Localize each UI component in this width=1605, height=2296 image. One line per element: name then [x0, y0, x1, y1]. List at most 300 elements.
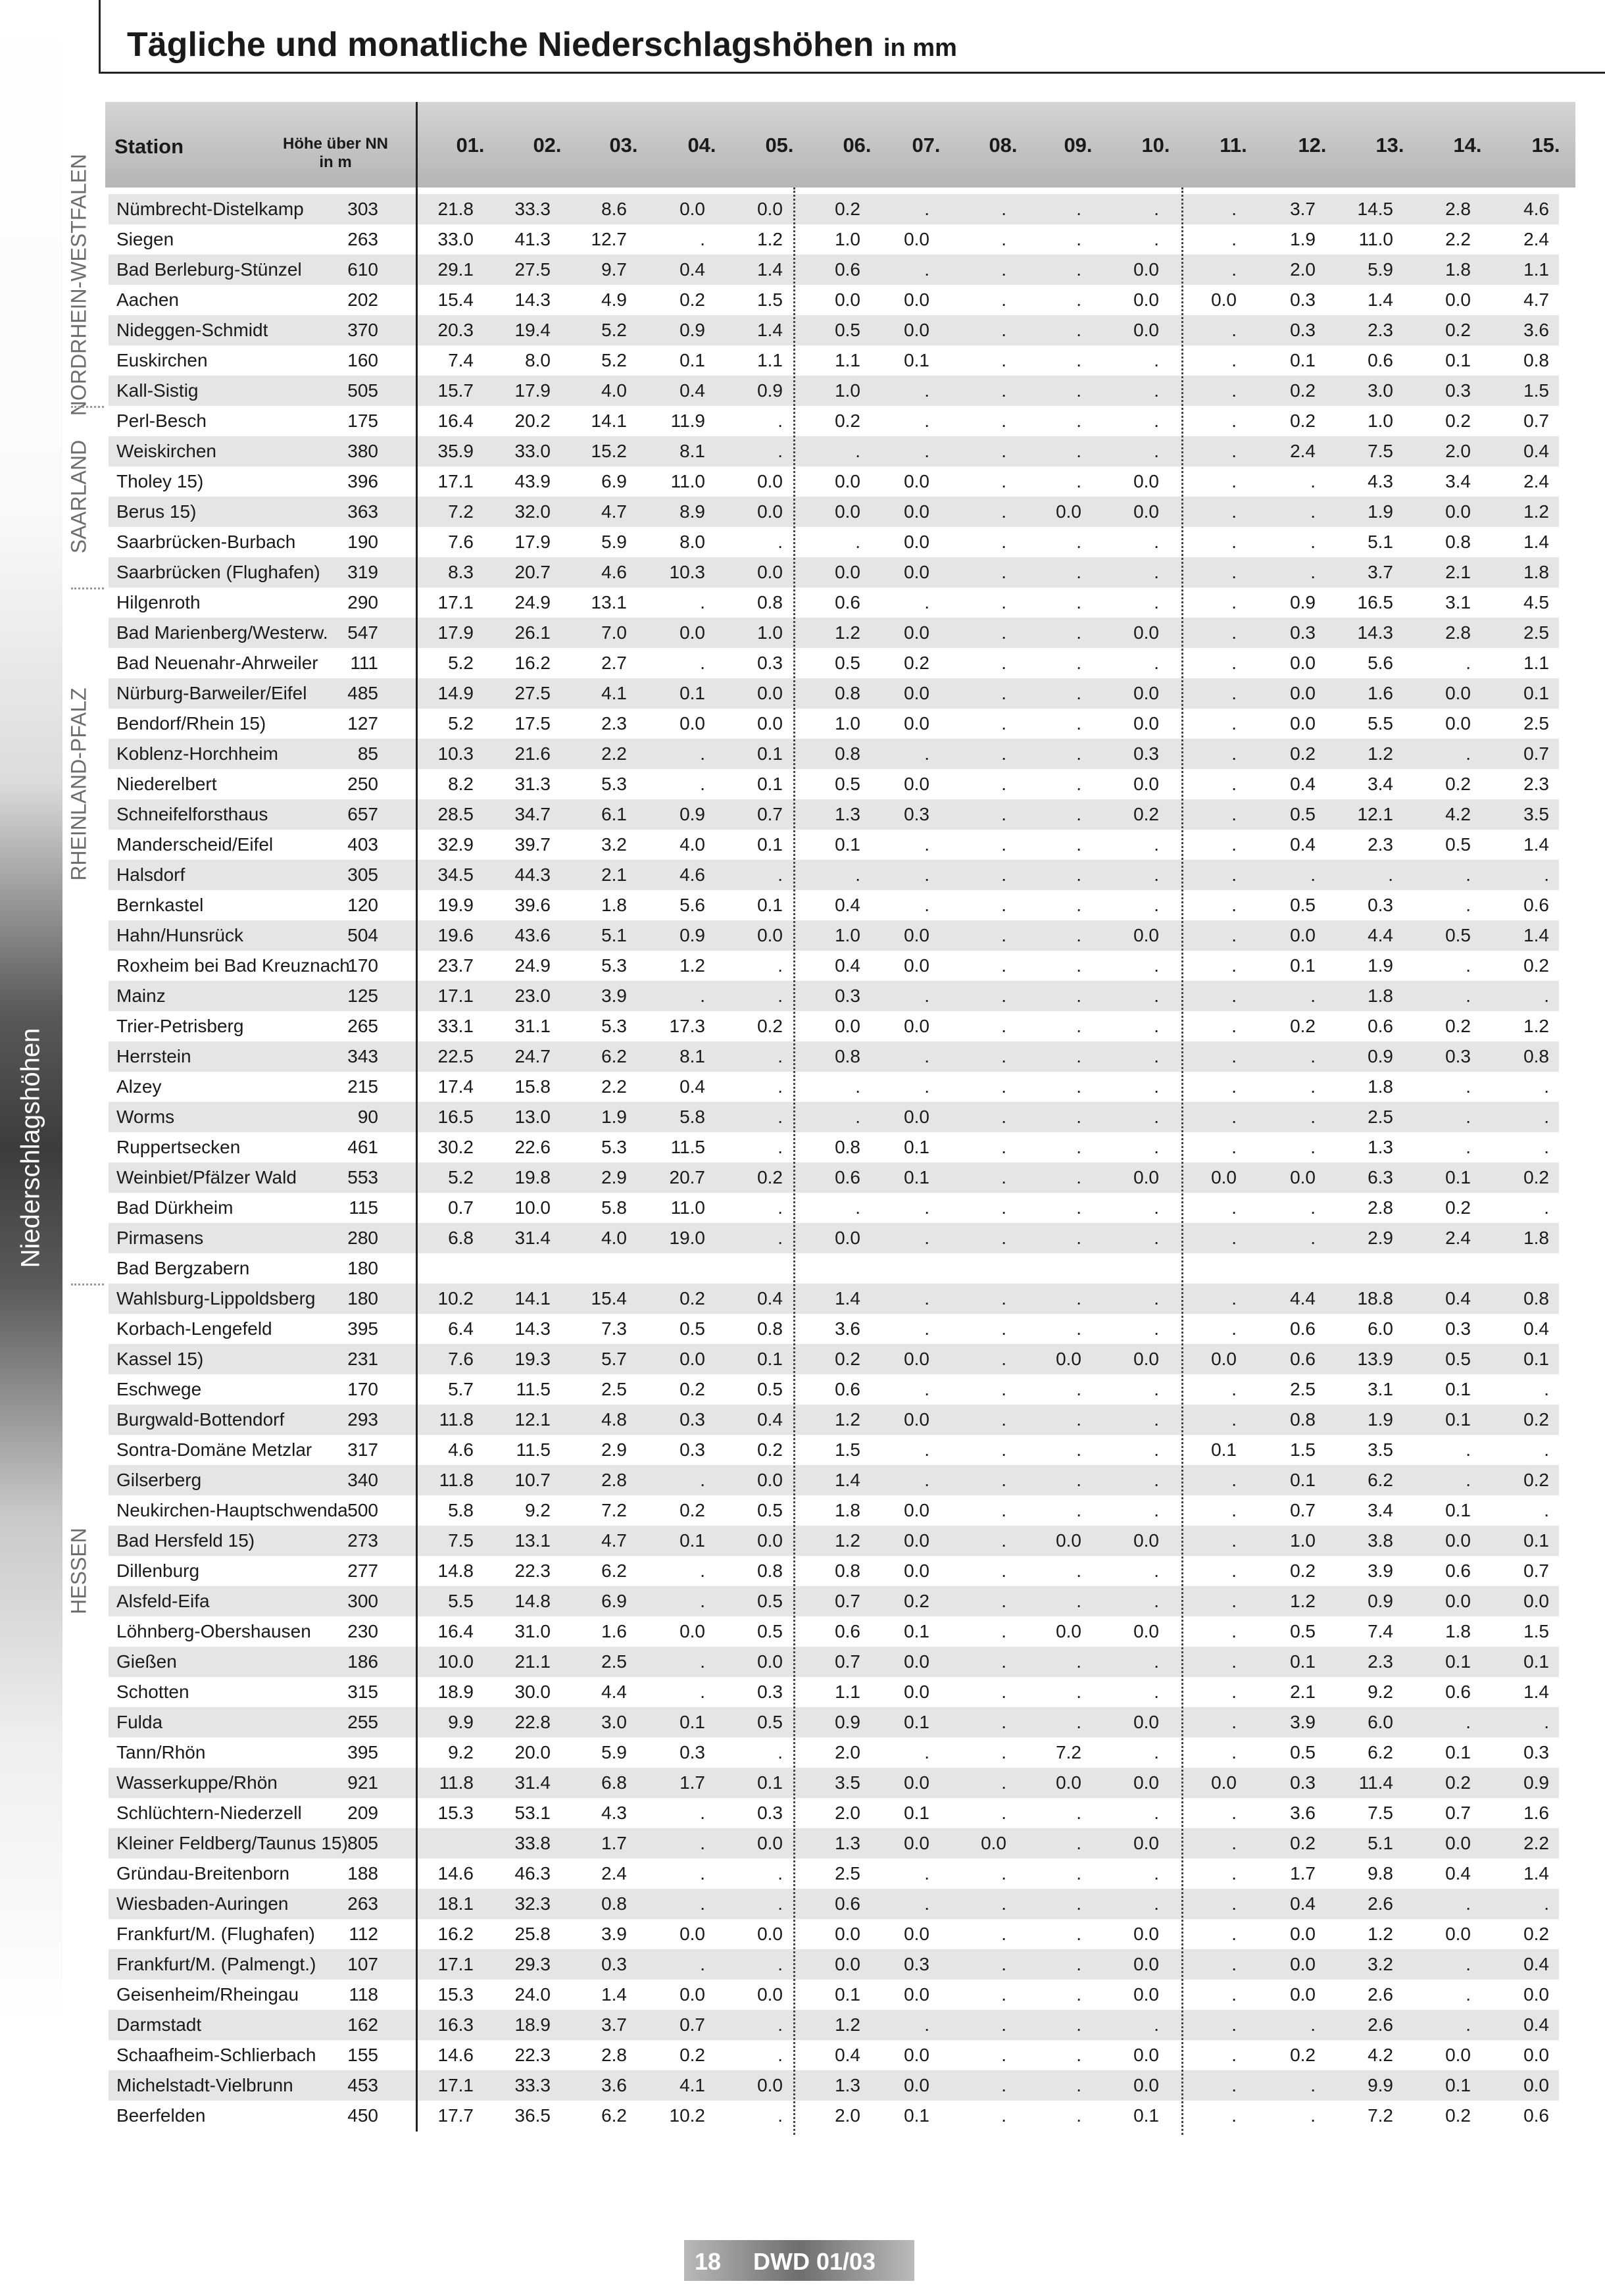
precip-day-6: 0.8 [835, 743, 860, 764]
precip-day-5: 0.0 [757, 562, 783, 582]
precip-day-3: 1.9 [601, 1107, 627, 1127]
station-name: Neukirchen-Hauptschwenda [116, 1500, 348, 1520]
station-elevation: 230 [347, 1621, 378, 1641]
precip-day-14: 0.1 [1445, 2075, 1471, 2095]
precip-day-10: 0.1 [1133, 2105, 1159, 2126]
precip-day-9: . [1076, 774, 1081, 794]
precip-day-3: 5.3 [601, 774, 627, 794]
precip-day-8: . [1001, 1500, 1006, 1520]
precip-day-1: 16.5 [437, 1107, 474, 1127]
precip-day-13: 0.3 [1368, 895, 1393, 915]
station-elevation: 300 [347, 1591, 378, 1611]
precip-day-1: 19.6 [437, 925, 474, 945]
precip-day-15: 0.7 [1523, 1560, 1549, 1581]
precip-day-12: 0.0 [1290, 925, 1316, 945]
precip-day-5: 0.5 [757, 1712, 783, 1732]
station-elevation: 107 [347, 1954, 378, 1974]
precip-day-3: 0.3 [601, 1954, 627, 1974]
precip-day-9: . [1076, 834, 1081, 855]
precip-day-14: 0.0 [1445, 683, 1471, 703]
precip-day-4: 0.0 [679, 1621, 705, 1641]
precip-day-4: 0.4 [679, 380, 705, 401]
precip-day-13: 2.5 [1368, 1107, 1393, 1127]
precip-day-13: 11.4 [1358, 1772, 1393, 1793]
precip-day-11: . [1231, 441, 1237, 461]
precip-day-6: 1.8 [835, 1500, 860, 1520]
precip-day-13: 16.5 [1357, 592, 1393, 612]
precip-day-2: 27.5 [514, 259, 551, 280]
station-name: Bad Marienberg/Westerw. [116, 622, 328, 643]
precip-day-12: 0.8 [1290, 1409, 1316, 1430]
precip-day-12: . [1310, 1228, 1316, 1248]
precip-day-10: . [1154, 653, 1159, 673]
precip-day-14: 0.0 [1445, 713, 1471, 734]
precip-day-12: 0.6 [1290, 1349, 1316, 1369]
precip-day-7: . [924, 1470, 929, 1490]
precip-day-6: 1.2 [835, 1409, 860, 1430]
precip-day-1: 16.2 [437, 1924, 474, 1944]
precip-day-13: 1.9 [1368, 1409, 1393, 1430]
precip-day-3: 3.0 [601, 1712, 627, 1732]
precip-day-3: 1.4 [601, 1984, 627, 2005]
precip-day-6: 0.0 [835, 289, 860, 310]
precip-day-10: . [1154, 1651, 1159, 1672]
precip-day-13: 9.8 [1368, 1863, 1393, 1884]
precip-day-8: . [1001, 199, 1006, 219]
precip-day-2: 13.1 [514, 1530, 551, 1551]
precip-day-3: 5.3 [601, 1137, 627, 1157]
station-name: Niederelbert [116, 774, 217, 794]
station-elevation: 553 [347, 1167, 378, 1187]
precip-day-12: 0.1 [1290, 350, 1316, 370]
precip-day-14: 0.0 [1445, 1530, 1471, 1551]
precip-day-4: 20.7 [669, 1167, 705, 1187]
precip-day-6: 0.3 [835, 986, 860, 1006]
region-separator [71, 406, 104, 408]
precip-day-11: . [1231, 2045, 1237, 2065]
precip-day-13: 7.5 [1368, 1803, 1393, 1823]
precip-day-4: . [700, 986, 705, 1006]
precip-day-1: 29.1 [437, 259, 474, 280]
precip-day-14: 0.2 [1445, 1016, 1471, 1036]
precip-day-14: 2.8 [1445, 622, 1471, 643]
precip-day-8: . [1001, 1560, 1006, 1581]
precip-day-15: 0.6 [1523, 2105, 1549, 2126]
precip-day-10: . [1154, 1197, 1159, 1218]
precip-day-15: 2.5 [1523, 713, 1549, 734]
precip-day-6: . [855, 532, 860, 552]
precip-day-10: 0.0 [1133, 683, 1159, 703]
precip-day-8: 0.0 [981, 1833, 1006, 1853]
precip-day-1: 21.8 [437, 199, 474, 219]
header-day-8: 08. [989, 134, 1018, 157]
station-elevation: 280 [347, 1228, 378, 1248]
station-elevation: 343 [347, 1046, 378, 1066]
precip-day-9: . [1076, 1924, 1081, 1944]
precip-day-8: . [1001, 955, 1006, 976]
station-name: Koblenz-Horchheim [116, 743, 278, 764]
precip-day-3: 5.2 [601, 320, 627, 340]
precip-day-9: . [1076, 1833, 1081, 1853]
precip-day-12: 1.5 [1290, 1439, 1316, 1460]
precip-day-1: 7.2 [448, 501, 474, 522]
station-name: Eschwege [116, 1379, 202, 1399]
station-elevation: 453 [347, 2075, 378, 2095]
precip-day-12: 0.5 [1290, 1621, 1316, 1641]
precip-day-6: 0.0 [835, 562, 860, 582]
precip-day-4: 0.3 [679, 1409, 705, 1430]
station-name: Weinbiet/Pfälzer Wald [116, 1167, 297, 1187]
precip-day-11: . [1231, 622, 1237, 643]
precip-day-3: 4.3 [601, 1803, 627, 1823]
precip-day-3: 2.5 [601, 1651, 627, 1672]
precip-day-12: . [1310, 1046, 1316, 1066]
precip-day-11: . [1231, 411, 1237, 431]
precip-day-5: 0.1 [757, 1349, 783, 1369]
precip-day-4: 0.0 [679, 1984, 705, 2005]
station-elevation: 115 [349, 1197, 378, 1218]
precip-day-1: 17.9 [437, 622, 474, 643]
precip-day-5: . [778, 411, 783, 431]
precip-day-12: 0.7 [1290, 1500, 1316, 1520]
precip-day-1: 14.6 [437, 2045, 474, 2065]
precip-day-14: 0.0 [1445, 1924, 1471, 1944]
precip-day-11: 0.0 [1211, 1349, 1237, 1369]
precip-day-6: 1.2 [835, 1530, 860, 1551]
precip-day-3: 1.8 [601, 895, 627, 915]
precip-day-12: . [1310, 2075, 1316, 2095]
precip-day-6: 0.6 [835, 259, 860, 280]
precip-day-14: 0.0 [1445, 1833, 1471, 1853]
precip-day-9: . [1076, 1712, 1081, 1732]
precip-day-10: 0.2 [1133, 804, 1159, 824]
precip-day-1: 7.6 [448, 1349, 474, 1369]
precip-day-7: 0.0 [904, 501, 929, 522]
station-elevation: 610 [347, 259, 378, 280]
precip-day-2: 24.0 [514, 1984, 551, 2005]
precip-day-5: 0.1 [757, 774, 783, 794]
precip-day-12: 0.2 [1290, 1560, 1316, 1581]
precip-day-10: 0.0 [1133, 925, 1159, 945]
precip-day-6: . [855, 1076, 860, 1097]
precip-day-9: . [1076, 1107, 1081, 1127]
precip-day-9: . [1076, 1046, 1081, 1066]
header-day-10: 10. [1141, 134, 1170, 157]
precip-day-6: 0.1 [835, 834, 860, 855]
precip-day-11: . [1231, 713, 1237, 734]
precip-day-9: . [1076, 864, 1081, 885]
station-name: Berus 15) [116, 501, 197, 522]
precip-day-2: 15.8 [514, 1076, 551, 1097]
region-separator [71, 587, 104, 589]
precip-day-12: 0.3 [1290, 320, 1316, 340]
precip-day-5: 0.8 [757, 1318, 783, 1339]
precip-day-2: 32.3 [514, 1893, 551, 1914]
precip-day-4: . [700, 1560, 705, 1581]
precip-day-5: . [778, 1954, 783, 1974]
precip-day-5: 0.7 [757, 804, 783, 824]
table-row [109, 1616, 1559, 1647]
precip-day-12: 0.9 [1290, 592, 1316, 612]
precip-day-9: . [1076, 1984, 1081, 2005]
precip-day-4: 0.9 [679, 925, 705, 945]
precip-day-13: 6.3 [1368, 1167, 1393, 1187]
precip-day-11: . [1231, 1046, 1237, 1066]
precip-day-12: 0.1 [1290, 955, 1316, 976]
precip-day-2: 10.0 [514, 1197, 551, 1218]
station-elevation: 319 [347, 562, 378, 582]
precip-day-10: . [1154, 1470, 1159, 1490]
dotted-divider-day5 [793, 187, 795, 2135]
precip-day-3: 4.6 [601, 562, 627, 582]
table-row [109, 1162, 1559, 1193]
table-row [109, 678, 1559, 709]
precip-day-1: 23.7 [437, 955, 474, 976]
precip-day-4: 0.2 [679, 1288, 705, 1309]
precip-day-10: . [1154, 1228, 1159, 1248]
precip-day-15: 2.5 [1523, 622, 1549, 643]
precip-day-7: 0.2 [904, 653, 929, 673]
precip-day-14: . [1466, 1076, 1471, 1097]
precip-day-10: . [1154, 1046, 1159, 1066]
precip-day-13: 7.5 [1368, 441, 1393, 461]
precip-day-13: 14.5 [1357, 199, 1393, 219]
precip-day-14: 0.5 [1445, 834, 1471, 855]
precip-day-2: 31.1 [514, 1016, 551, 1036]
precip-day-8: . [1001, 592, 1006, 612]
precip-day-14: 0.3 [1445, 1318, 1471, 1339]
precip-day-7: 0.0 [904, 774, 929, 794]
precip-day-1: 10.3 [437, 743, 474, 764]
station-name: Perl-Besch [116, 411, 207, 431]
precip-day-3: 3.9 [601, 1924, 627, 1944]
precip-day-7: . [924, 380, 929, 401]
station-name: Mainz [116, 986, 166, 1006]
precip-day-7: 0.0 [904, 471, 929, 491]
station-elevation: 162 [347, 2014, 378, 2035]
station-name: Beerfelden [116, 2105, 206, 2126]
precip-day-7: . [924, 259, 929, 280]
precip-day-10: . [1154, 441, 1159, 461]
region-label: RHEINLAND-PFALZ [66, 687, 91, 881]
precip-day-1: 10.0 [437, 1651, 474, 1672]
precip-day-3: 6.8 [601, 1772, 627, 1793]
precip-day-13: 6.2 [1368, 1470, 1393, 1490]
precip-day-12: 0.2 [1290, 380, 1316, 401]
station-elevation: 805 [347, 1833, 378, 1853]
precip-day-3: 8.6 [601, 199, 627, 219]
precip-day-1: 11.8 [439, 1470, 474, 1490]
station-elevation: 215 [347, 1076, 378, 1097]
precip-day-6: . [855, 864, 860, 885]
precip-day-11: . [1231, 1712, 1237, 1732]
precip-day-11: . [1231, 1893, 1237, 1914]
precip-day-11: 0.0 [1211, 1167, 1237, 1187]
precip-day-1 [414, 1828, 474, 1859]
precip-day-4: 19.0 [669, 1228, 705, 1248]
precip-day-2: 27.5 [514, 683, 551, 703]
station-elevation: 395 [347, 1318, 378, 1339]
precip-day-15: 0.2 [1523, 1924, 1549, 1944]
precip-day-11: . [1231, 1560, 1237, 1581]
precip-day-9: 0.0 [1056, 1530, 1081, 1551]
table-header [105, 102, 1575, 187]
precip-day-4: 11.9 [670, 411, 705, 431]
precip-day-6: 0.8 [835, 683, 860, 703]
table-row [109, 1889, 1559, 1919]
precip-day-15: 0.4 [1523, 1318, 1549, 1339]
precip-day-8: . [1001, 713, 1006, 734]
precip-day-10: . [1154, 1439, 1159, 1460]
precip-day-3: 4.7 [601, 501, 627, 522]
precip-day-9: . [1076, 1137, 1081, 1157]
precip-day-5: 0.0 [757, 1924, 783, 1944]
precip-day-2: 22.3 [514, 1560, 551, 1581]
precip-day-8: . [1001, 1470, 1006, 1490]
table-row [109, 1314, 1559, 1344]
precip-day-9: . [1076, 1682, 1081, 1702]
precip-day-7: 0.2 [904, 1591, 929, 1611]
precip-day-6: 0.0 [835, 501, 860, 522]
precip-day-2: 31.3 [514, 774, 551, 794]
precip-day-7: 0.0 [904, 1984, 929, 2005]
precip-day-12: 4.4 [1290, 1288, 1316, 1309]
precip-day-12: 1.7 [1290, 1863, 1316, 1884]
precip-day-7: 0.0 [904, 1772, 929, 1793]
precip-day-1: 6.4 [448, 1318, 474, 1339]
precip-day-8: . [1001, 380, 1006, 401]
precip-day-6: 2.0 [835, 1803, 860, 1823]
precip-day-11: . [1231, 592, 1237, 612]
precip-day-9: . [1076, 713, 1081, 734]
precip-day-3: 4.4 [601, 1682, 627, 1702]
precip-day-12: 0.1 [1290, 1470, 1316, 1490]
station-name: Siegen [116, 229, 174, 249]
precip-day-1: 33.1 [437, 1016, 474, 1036]
precip-day-14: 2.4 [1445, 1228, 1471, 1248]
station-name: Gründau-Breitenborn [116, 1863, 290, 1884]
precip-day-13: 1.3 [1368, 1137, 1393, 1157]
table-row [109, 739, 1559, 769]
precip-day-13: 1.9 [1368, 955, 1393, 976]
precip-day-13: 11.0 [1358, 229, 1393, 249]
station-name: Hahn/Hunsrück [116, 925, 243, 945]
precip-day-11: . [1231, 1530, 1237, 1551]
precip-day-9: . [1076, 1379, 1081, 1399]
precip-day-7: 0.0 [904, 320, 929, 340]
precip-day-7: . [924, 1379, 929, 1399]
precip-day-3: 6.9 [601, 471, 627, 491]
precip-day-5: . [778, 532, 783, 552]
station-name: Alzey [116, 1076, 162, 1097]
precip-day-1: 17.1 [437, 986, 474, 1006]
header-elevation [276, 135, 395, 172]
station-name: Bernkastel [116, 895, 204, 915]
precip-day-10: . [1154, 1863, 1159, 1884]
header-day-7: 07. [912, 134, 941, 157]
station-elevation: 255 [347, 1712, 378, 1732]
table-row [109, 1344, 1559, 1374]
precip-day-15: . [1544, 1076, 1549, 1097]
precip-day-12: . [1310, 2105, 1316, 2126]
precip-day-14: . [1466, 1984, 1471, 2005]
precip-day-4: 17.3 [669, 1016, 705, 1036]
precip-day-7: 0.3 [904, 804, 929, 824]
precip-day-10: 0.0 [1133, 320, 1159, 340]
precip-day-12: . [1310, 2014, 1316, 2035]
precip-day-8: . [1001, 1379, 1006, 1399]
precip-day-8: . [1001, 1530, 1006, 1551]
precip-day-13: 5.5 [1368, 713, 1393, 734]
station-elevation: 461 [347, 1137, 378, 1157]
precip-day-15: 0.1 [1523, 1530, 1549, 1551]
precip-day-15: 4.7 [1523, 289, 1549, 310]
precip-day-11: . [1231, 1288, 1237, 1309]
precip-day-14: 0.3 [1445, 380, 1471, 401]
precip-day-14: 2.0 [1445, 441, 1471, 461]
precip-day-1: 5.5 [448, 1591, 474, 1611]
precip-day-11: . [1231, 1621, 1237, 1641]
precip-day-12: 0.4 [1290, 774, 1316, 794]
precip-day-15: 0.3 [1523, 1742, 1549, 1762]
precip-day-7: 0.0 [904, 713, 929, 734]
precip-day-12: 3.6 [1290, 1803, 1316, 1823]
precip-day-9: . [1076, 955, 1081, 976]
precip-day-9: . [1076, 1954, 1081, 1974]
station-name: Nümbrecht-Distelkamp [116, 199, 304, 219]
precip-day-7: 0.0 [904, 1409, 929, 1430]
station-elevation: 170 [347, 1379, 378, 1399]
precip-day-2: 13.0 [514, 1107, 551, 1127]
region-label: SAARLAND [66, 439, 91, 554]
precip-day-1: 14.6 [437, 1863, 474, 1884]
precip-day-13: 3.4 [1368, 1500, 1393, 1520]
precip-day-10: 0.0 [1133, 1349, 1159, 1369]
precip-day-12: 0.2 [1290, 1016, 1316, 1036]
precip-day-5: 0.0 [757, 1984, 783, 2005]
precip-day-12: 0.0 [1290, 1167, 1316, 1187]
precip-day-9: . [1076, 441, 1081, 461]
precip-day-11: . [1231, 1228, 1237, 1248]
precip-day-3: 6.1 [601, 804, 627, 824]
precip-day-10: 0.0 [1133, 1772, 1159, 1793]
precip-day-4: 0.0 [679, 199, 705, 219]
precip-day-5: . [778, 2045, 783, 2065]
precip-day-15: 1.4 [1523, 532, 1549, 552]
precip-day-6: 0.8 [835, 1137, 860, 1157]
precip-day-14: 0.1 [1445, 1742, 1471, 1762]
station-name: Korbach-Lengefeld [116, 1318, 272, 1339]
precip-day-12: 0.2 [1290, 1833, 1316, 1853]
station-name: Bad Berleburg-Stünzel [116, 259, 302, 280]
precip-day-3: 2.9 [601, 1439, 627, 1460]
precip-day-12: 0.4 [1290, 834, 1316, 855]
table-row [109, 890, 1559, 920]
precip-day-12: 0.6 [1290, 1318, 1316, 1339]
precip-day-3: 5.2 [601, 350, 627, 370]
precip-day-1: 18.1 [437, 1893, 474, 1914]
precip-day-3: 5.7 [601, 1349, 627, 1369]
precip-day-6: 0.6 [835, 592, 860, 612]
precip-day-15: 0.8 [1523, 1046, 1549, 1066]
precip-day-4: . [700, 1863, 705, 1884]
precip-day-3: 15.2 [591, 441, 627, 461]
station-name: Gießen [116, 1651, 177, 1672]
precip-day-13: 1.9 [1368, 501, 1393, 522]
precip-day-9: . [1076, 1076, 1081, 1097]
precip-day-2: 34.7 [514, 804, 551, 824]
precip-day-5: 0.0 [757, 471, 783, 491]
